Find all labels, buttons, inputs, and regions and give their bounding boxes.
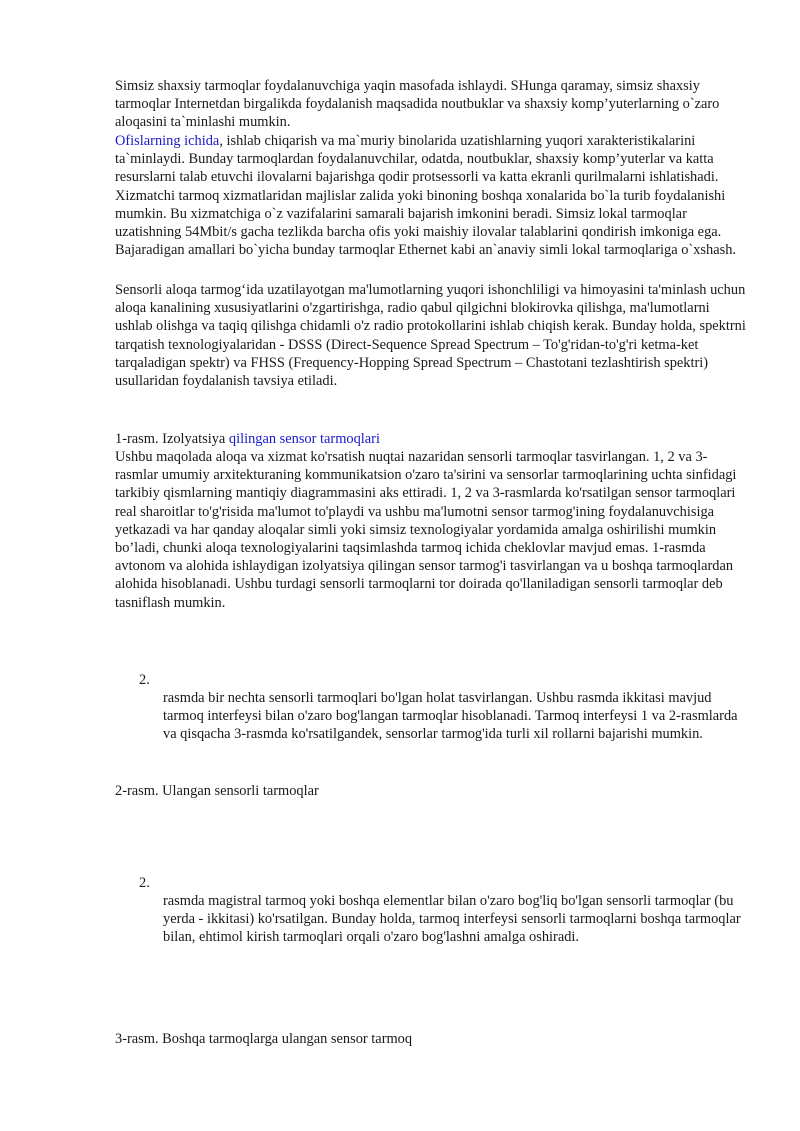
paragraph-office-text: , ishlab chiqarish va ma`muriy binolarida uzatishlarning yuqori xarakteristikalarini ta`minlaydi. Bunday tarmoqlardan foydalanuvchilar, odatda, noutbuklar, shaxsiy komp’yuterlar va katta resurslarni talab etuvchi ilovalarni bajarishga qodir protsessorli va katta ekranli qurilmalarni ishlatishadi. Xizmatchi tarmoq xizmatlaridan majlislar zalida yoki binoning boshqa xonalarida bo`la turib foydalanishi mumkin. Bu xizmatchiga o`z vazifalarini samarali bajarish imkonini beradi. Simsiz lokal tarmoqlar uzatishning 54Mbit/s gacha tezlikda barcha ofis yoki maishiy ilovalar talablarini qondirish imkoniga ega. Bajaradigan amallari bo`yicha bunday tarmoqlar Ethernet kabi an`anaviy simli lokal tarmoqlariga o`xshash. [115,133,736,259]
paragraph-office-wlan [115,132,747,259]
list-item-2-text: rasmda magistral tarmoq yoki boshqa elementlar bilan o'zaro bog'liq bo'lgan sensorli tarmoqlar (bu yerda - ikkitasi) ko'rsatilgan. Bunday holda, tarmoq interfeysi sensorli tarmoqlarni boshqa tarmoqlar bilan, ehtimol kirish tarmoqlari orqali o'zaro bog'lashni amalga oshiradi. [163,893,741,946]
office-link[interactable]: Ofislarning ichida [115,133,220,149]
list-item-1-text: rasmda bir nechta sensorli tarmoqlari bo'lgan holat tasvirlangan. Ushbu rasmda ikkitasi mavjud tarmoq interfeysi bilan o'zaro bog'langan tarmoqlar hisoblanadi. Tarmoq interfeysi 1 va 2-rasmlarda va qisqacha 3-rasmda ko'rsatilgandek, sensorlar tarmog'ida turli xil rollarni bajarishi mumkin. [163,690,738,743]
list-item-2-number: 2. [139,875,150,891]
list-item-1-number: 2. [139,672,150,688]
figure-1-caption-link[interactable]: qilingan sensor tarmoqlari [228,431,380,447]
paragraph-wpan: Simsiz shaxsiy tarmoqlar foydalanuvchiga yaqin masofada ishlaydi. SHunga qaramay, simsiz shaxsiy tarmoqlar Internetdan birgalikda foydalanish maqsadida noutbuklar va shaxsiy komp’yuterlarning o`zaro aloqasini ta`minlashi mumkin. [115,78,720,131]
figure-1-caption [115,430,747,448]
figure-2-caption: 2-rasm. Ulangan sensorli tarmoqlar [115,783,319,799]
paragraph-sensor-security: Sensorli aloqa tarmog‘ida uzatilayotgan ma'lumotlarning yuqori ishonchliligi va himoyasini ta'minlash uchun aloqa kanalining xususiyatlarini o'zgartirishga, radio qabul qilgichni blokirovka qilishga, ma'lumotlarni ushlab olishga va taqiq qilishga chidamli o'z radio protokollarini ishlab chiqish kerak. Bunday holda, spektrni tarqatish texnologiyalaridan - DSSS (Direct-Sequence Spread Spectrum – To'g'ridan-to'g'ri ketma-ket tarqaladigan spektr) va FHSS (Frequency-Hopping Spread Spectrum – Chastotani tezlashtirish spektri) usullaridan foydalanish tavsiya etiladi. [115,282,746,390]
paragraph-sensor-architecture: Ushbu maqolada aloqa va xizmat ko'rsatish nuqtai nazaridan sensorli tarmoqlar tasvirlangan. 1, 2 va 3-rasmlar umumiy arxitekturaning kommunikatsion o'zaro ta'sirini va sensorlar tarmoqlarining uchta sinfidagi tarkibiy qismlarning mantiqiy diagrammasini aks ettiradi. 1, 2 va 3-rasmlarda ko'rsatilgan sensor tarmoqlari real sharoitlar to'g'risida ma'lumot to'playdi va ushbu ma'lumotni sensor tarmog'ining foydalanuvchisiga yetkazadi va har qanday aloqalar simli yoki simsiz texnologiyalar yordamida amalga oshirilishi mumkin bo’ladi, chunki aloqa texnologiyalarini taqsimlashda tarmoq ichida cheklovlar mavjud emas. 1-rasmda avtonom va alohida ishlaydigan izolyatsiya qilingan sensor tarmog'i tasvirlangan va u boshqa tarmoqlardan alohida hisoblanadi. Ushbu turdagi sensorli tarmoqlarni tor doirada qo'llaniladigan sensorli tarmoqlar deb tasniflash mumkin. [115,449,737,611]
figure-3-caption: 3-rasm. Boshqa tarmoqlarga ulangan sensor tarmoq [115,1031,413,1047]
figure-1-caption-prefix: 1-rasm. Izolyatsiya [115,431,229,447]
